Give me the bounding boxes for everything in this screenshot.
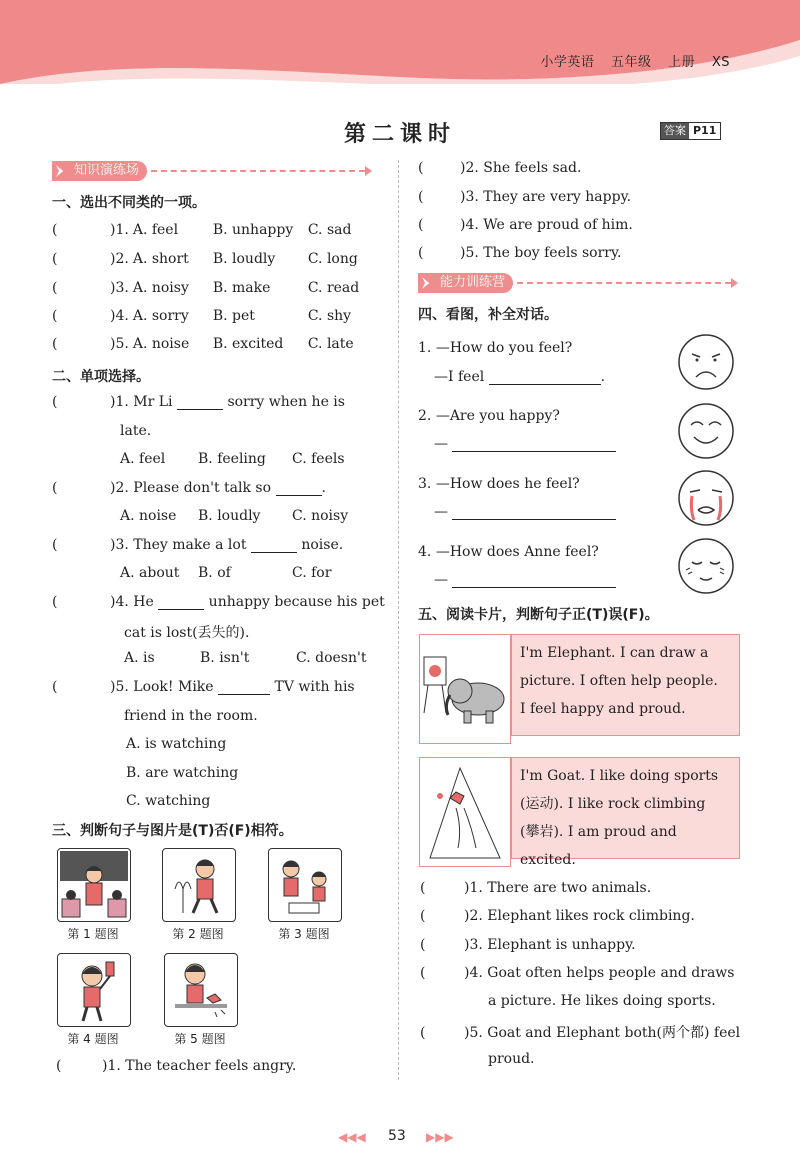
figure-3-family [268,848,342,922]
banner-ability [418,273,738,293]
s2-q5-option-a: A. is watching [126,736,227,752]
s4-q2-answer: — [434,436,616,452]
figure-4-caption: 第 4 题图 [67,1032,119,1046]
s2-q1-options: A. feel B. feeling C. feels [120,451,345,467]
s5-item-5: ( )5. Goat and Elephant both(两个都) feel [420,1025,741,1041]
prev-page-arrows-icon[interactable]: ◀◀◀ [338,1130,366,1144]
card-2-line: I'm Goat. I like doing sports [520,768,719,784]
volume: 上册 [668,55,696,70]
card-1-line: I'm Elephant. I can draw a [520,645,709,661]
s4-q3-question: 3. —How does he feel? [418,476,580,492]
s2-q5: ( )5. Look! Mike TV with his [52,679,355,695]
s2-q3-options: A. about B. of C. for [120,565,332,581]
s3-item-1: ( )1. The teacher feels angry. [56,1058,297,1074]
face-crying-icon [676,468,736,528]
figure-5-boy-broken [164,953,238,1027]
card-2-line: (运动). I like rock climbing [520,796,706,812]
banner-label: 知识演练场 [52,161,147,181]
s4-q2-question: 2. —Are you happy? [418,408,560,424]
face-happy-icon [676,401,736,461]
banner-label: 能力训练营 [418,273,513,293]
header-info [528,51,730,70]
s3-item-2: ( )2. She feels sad. [418,160,582,176]
card-2-line: (攀岩). I am proud and excited. [520,824,677,868]
s1-q2: ( )2. A. short B. loudly C. long [52,251,358,267]
page-number: 53 [388,1128,406,1144]
card-1-line: I feel happy and proud. [520,701,686,717]
section3-title: 三、判断句子与图片是(T)否(F)相符。 [52,823,293,839]
figure-2-caption: 第 2 题图 [172,927,224,941]
s1-q4: ( )4. A. sorry B. pet C. shy [52,308,352,324]
figure-5-caption: 第 5 题图 [174,1032,226,1046]
answer-reference[interactable] [660,122,721,140]
s2-q5-option-b: B. are watching [126,765,239,781]
s2-q5-line2: friend in the room. [124,708,258,724]
s5-item-5-line2: proud. [488,1051,535,1067]
s2-q5-option-c: C. watching [126,793,211,809]
s1-q3: ( )3. A. noisy B. make C. read [52,280,360,296]
s2-q4-line2: cat is lost(丢失的). [124,625,250,641]
section2-title: 二、单项选择。 [52,369,150,385]
s4-q4-answer: — [434,572,616,588]
face-sad-icon [676,332,736,392]
s5-item-3: ( )3. Elephant is unhappy. [420,937,636,953]
grade: 五年级 [611,55,652,70]
page-title: 第二课时 [343,122,456,147]
section5-title: 五、阅读卡片，判断句子正(T)误(F)。 [418,607,659,623]
card-2-text [511,757,740,868]
banner-knowledge [52,161,372,181]
s5-item-1: ( )1. There are two animals. [420,880,652,896]
s2-q1: ( )1. Mr Li sorry when he is [52,394,345,410]
column-divider [398,160,399,1080]
card-1-line: picture. I often help people. [520,673,718,689]
s2-q4: ( )4. He unhappy because his pet [52,594,385,610]
card-1-text [511,634,740,736]
figure-4-boy-trophy [57,953,131,1027]
s4-q4-question: 4. —How does Anne feel? [418,544,599,560]
s2-q2-options: A. noise B. loudly C. noisy [120,508,349,524]
section4-title: 四、看图，补全对话。 [418,307,558,323]
s4-q3-answer: — [434,504,616,520]
figure-1-caption: 第 1 题图 [67,927,119,941]
s3-item-3: ( )3. They are very happy. [418,189,632,205]
figure-3-caption: 第 3 题图 [278,927,330,941]
face-shy-icon [676,536,736,596]
edition: XS [711,55,730,70]
answer-label: 答案 [661,123,689,139]
s2-q4-options: A. is B. isn't C. doesn't [124,650,367,666]
section1-title: 一、选出不同类的一项。 [52,195,206,211]
s3-item-5: ( )5. The boy feels sorry. [418,245,622,261]
header-band [0,0,800,84]
s3-item-4: ( )4. We are proud of him. [418,217,633,233]
s4-q1-answer: —I feel . [434,369,606,385]
s2-q3: ( )3. They make a lot noise. [52,537,344,553]
s4-q1-question: 1. —How do you feel? [418,340,573,356]
figure-2-girl [162,848,236,922]
s5-item-4: ( )4. Goat often helps people and draws [420,965,735,981]
s2-q2: ( )2. Please don't talk so . [52,480,326,496]
figure-1-teacher [57,848,131,922]
s5-item-2: ( )2. Elephant likes rock climbing. [420,908,695,924]
next-page-arrows-icon[interactable]: ▶▶▶ [426,1130,454,1144]
s5-item-4-line2: a picture. He likes doing sports. [488,993,716,1009]
card-2-image [419,757,511,867]
card-1-image [419,634,511,744]
s1-q1: ( )1. A. feel B. unhappy C. sad [52,222,352,238]
s2-q1-line2: late. [120,423,152,439]
subject: 小学英语 [540,55,595,70]
answer-page: P11 [693,124,717,137]
s1-q5: ( )5. A. noise B. excited C. late [52,336,354,352]
